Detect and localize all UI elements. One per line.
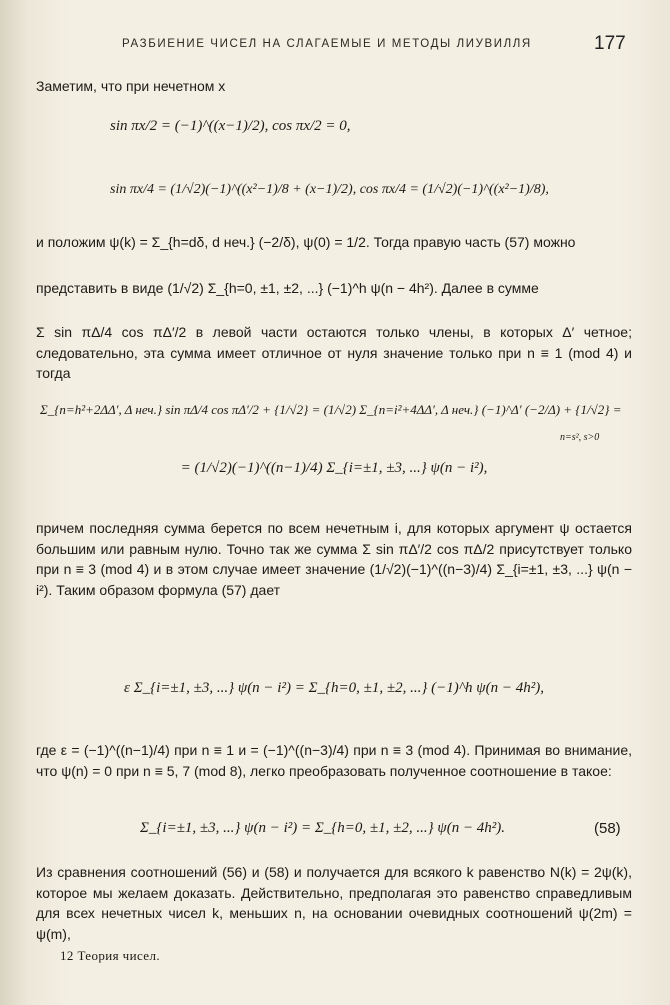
equation-sum-condition: n=s², s>0 [560,432,600,443]
paragraph-4: Σ sin πΔ/4 cos πΔ′/2 в левой части остаются только члены, в которых Δ′ четное; следовательно, эта сумма имеет отличное от нуля значение только при n ≡ 1 (mod 4) и тогда [36,324,632,381]
paragraph-7: Из сравнения соотношений (56) и (58) и получается для всякого k равенство N(k) = 2ψ(k), которое мы желаем доказать. Действительно, предполагая это равенство справедливым для всех нечетных чисел k, меньших n, на основании очевидных соотношений ψ(2m) = ψ(m), [36,864,632,942]
equation-epsilon-sum: ε Σ_{i=±1, ±3, ...} ψ(n − i²) = Σ_{h=0, ±1, ±2, ...} (−1)^h ψ(n − 4h²), [124,680,544,696]
paragraph-5: причем последняя сумма берется по всем нечетным i, для которых аргумент ψ остается большим или равным нулю. Точно так же сумма Σ sin πΔ′/2 cos πΔ/2 присутствует только при n ≡ 3 (mod 4) и в этом случае имеет значение (1/√2)(−1)^((n−3)/4) Σ_{i=±1, ±3, ...} ψ(n − i²). Таким образом формула (57) дает [36,520,632,598]
printer-signature: 12 Теория чисел. [60,948,160,963]
paragraph-6: где ε = (−1)^((n−1)/4) при n ≡ 1 и = (−1)^((n−3)/4) при n ≡ 3 (mod 4). Принимая во внимание, что ψ(n) = 0 при n ≡ 5, 7 (mod 8), легко преобразовать полученное соотношение в такое: [36,742,632,779]
paragraph-2: и положим ψ(k) = Σ_{h=dδ, d неч.} (−2/δ), ψ(0) = 1/2. Тогда правую часть (57) можно [36,234,576,250]
paragraph-3: представить в виде (1/√2) Σ_{h=0, ±1, ±2, ...} (−1)^h ψ(n − 4h²). Далее в сумме [36,280,539,296]
equation-58: Σ_{i=±1, ±3, ...} ψ(n − i²) = Σ_{h=0, ±1, ±2, ...} ψ(n − 4h²). [140,820,506,836]
equation-sin-cos-half: sin πx/2 = (−1)^((x−1)/2), cos πx/2 = 0, [110,118,351,134]
equation-sin-cos-quarter: sin πx/4 = (1/√2)(−1)^((x²−1)/8 + (x−1)/2), cos πx/4 = (1/√2)(−1)^((x²−1)/8), [110,182,549,197]
paragraph-1: Заметим, что при нечетном x [36,78,226,94]
page-number: 177 [594,33,626,54]
equation-sum-result: = (1/√2)(−1)^((n−1)/4) Σ_{i=±1, ±3, ...} ψ(n − i²), [180,460,488,476]
equation-number-58: (58) [594,820,621,837]
equation-sum-identity: Σ_{n=h²+2ΔΔ′, Δ неч.} sin πΔ/4 cos πΔ′/2 + {1/√2} = (1/√2) Σ_{n=i²+4ΔΔ′, Δ неч.} (−1)^Δ′ (−2/Δ) + {1/√2} = [40,402,622,417]
running-header: РАЗБИЕНИЕ ЧИСЕЛ НА СЛАГАЕМЫЕ И МЕТОДЫ ЛИУВИЛЛЯ [122,38,532,50]
